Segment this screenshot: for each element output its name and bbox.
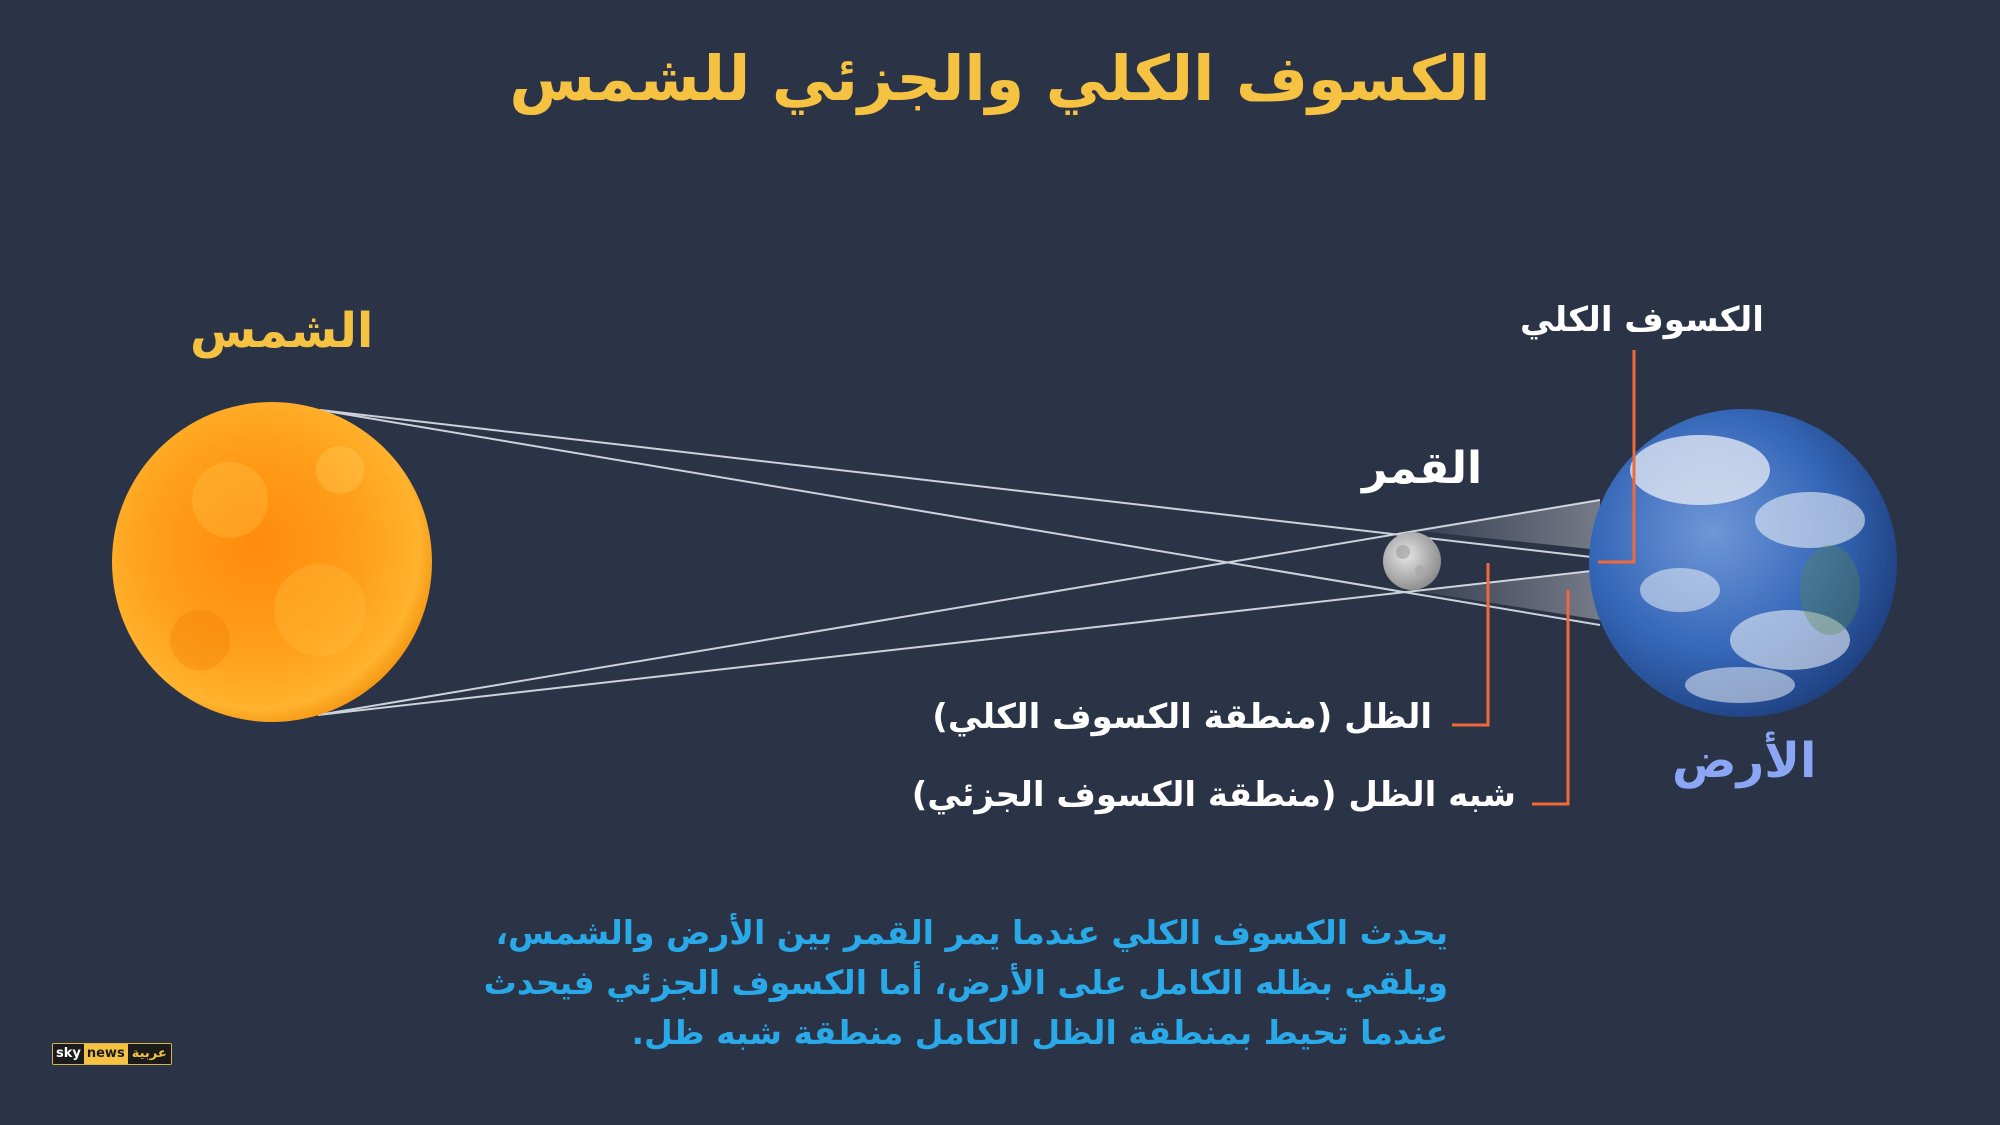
sun xyxy=(112,402,432,722)
page-title: الكسوف الكلي والجزئي للشمس xyxy=(509,42,1491,115)
logo-news: news xyxy=(84,1044,128,1064)
description xyxy=(483,908,1448,1058)
logo-arabic: عربية xyxy=(128,1044,171,1064)
total-eclipse-label: الكسوف الكلي xyxy=(1520,300,1764,340)
description-line-1: يحدث الكسوف الكلي عندما يمر القمر بين الأرض والشمس، xyxy=(495,913,1448,952)
logo-sky: sky xyxy=(53,1044,84,1064)
lower-shadow-cone xyxy=(1410,570,1600,620)
ray-lower-2 xyxy=(318,570,1600,715)
upper-shadow-cone xyxy=(1410,500,1600,550)
penumbra-label: شبه الظل (منطقة الكسوف الجزئي) xyxy=(911,775,1516,815)
description-line-3: عندما تحيط بمنطقة الظل الكامل منطقة شبه ظل. xyxy=(631,1013,1448,1052)
sky-news-arabia-logo xyxy=(52,1043,172,1065)
description-line-2: ويلقي بظله الكامل على الأرض، أما الكسوف الجزئي فيحدث xyxy=(483,963,1448,1002)
umbra-label: الظل (منطقة الكسوف الكلي) xyxy=(932,697,1432,737)
moon xyxy=(1383,532,1441,590)
earth-label: الأرض xyxy=(1672,733,1817,789)
penumbra-pointer xyxy=(1532,590,1568,804)
ray-lower-1 xyxy=(318,500,1600,715)
moon-label: القمر xyxy=(1362,443,1483,494)
sun-label: الشمس xyxy=(190,303,374,359)
